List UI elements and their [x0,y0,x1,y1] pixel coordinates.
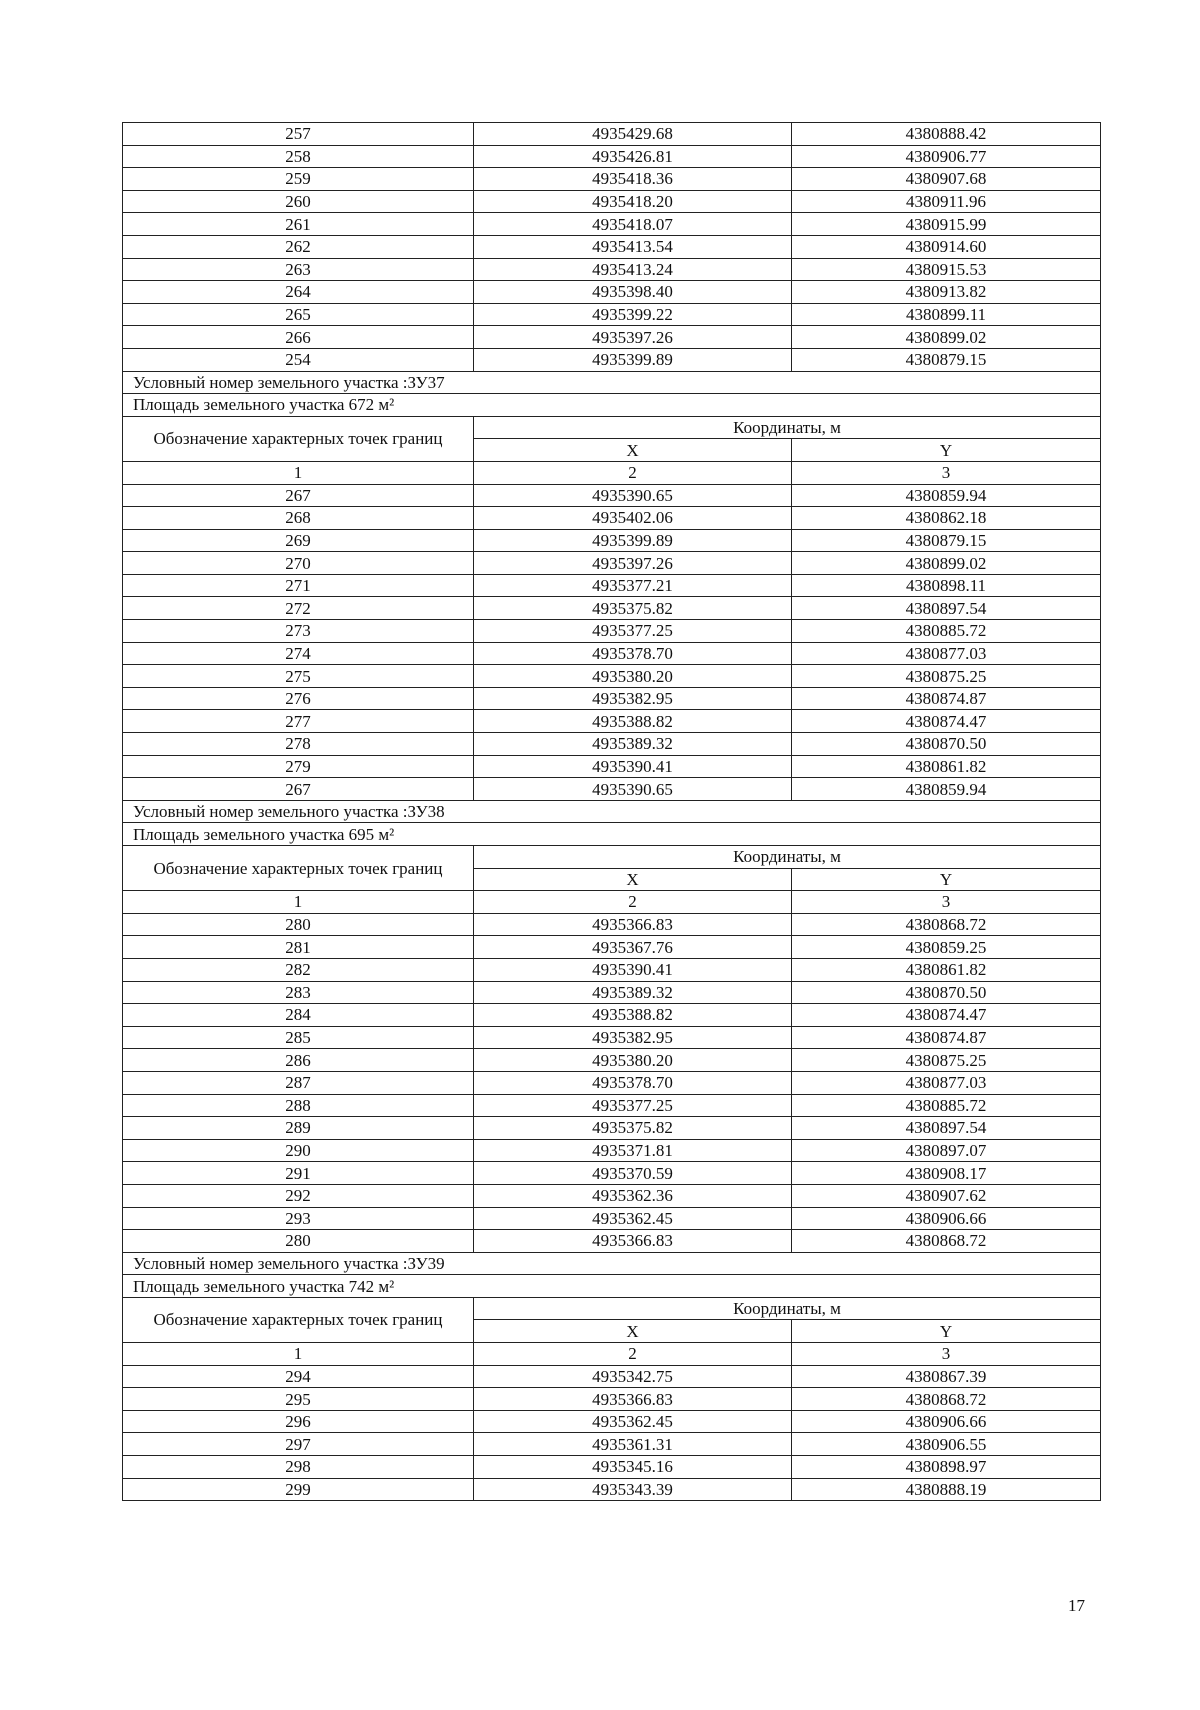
table-row [123,529,1101,552]
y-coordinate-cell: 4380874.47 [792,710,1101,733]
y-coordinate-cell: 4380868.72 [792,1230,1101,1253]
point-number-cell: 275 [123,665,474,688]
y-coordinate-cell: 4380906.55 [792,1433,1101,1456]
column-number-cell: 1 [123,461,474,484]
point-number-cell: 278 [123,733,474,756]
x-coordinate-cell: 4935389.32 [474,981,792,1004]
y-coordinate-cell: 4380897.54 [792,597,1101,620]
points-header: Обозначение характерных точек границ [123,416,474,461]
x-coordinate-cell: 4935343.39 [474,1478,792,1501]
point-number-cell: 280 [123,1230,474,1253]
coordinates-header: Координаты, м [474,416,1101,439]
point-number-cell: 259 [123,168,474,191]
x-coordinate-cell: 4935380.20 [474,665,792,688]
table-row [123,1117,1101,1140]
x-coordinate-cell: 4935361.31 [474,1433,792,1456]
table-row [123,665,1101,688]
x-coordinate-cell: 4935378.70 [474,1071,792,1094]
y-coordinate-cell: 4380874.87 [792,687,1101,710]
y-coordinate-cell: 4380870.50 [792,981,1101,1004]
table-row [123,145,1101,168]
x-coordinate-cell: 4935382.95 [474,687,792,710]
table-row [123,1478,1101,1501]
y-coordinate-cell: 4380875.25 [792,1049,1101,1072]
table-row [123,755,1101,778]
point-number-cell: 265 [123,303,474,326]
table-row [123,958,1101,981]
column-number-cell: 2 [474,461,792,484]
table-row [123,303,1101,326]
column-number-cell: 2 [474,1343,792,1366]
column-number-cell: 1 [123,1343,474,1366]
table-row [123,1433,1101,1456]
point-number-cell: 289 [123,1117,474,1140]
x-coordinate-cell: 4935429.68 [474,123,792,146]
x-coordinate-cell: 4935390.65 [474,484,792,507]
x-header: X [474,868,792,891]
point-number-cell: 297 [123,1433,474,1456]
x-coordinate-cell: 4935380.20 [474,1049,792,1072]
column-number-cell: 1 [123,891,474,914]
table-row [123,597,1101,620]
y-coordinate-cell: 4380868.72 [792,913,1101,936]
x-coordinate-cell: 4935388.82 [474,1004,792,1027]
x-coordinate-cell: 4935375.82 [474,597,792,620]
x-coordinate-cell: 4935389.32 [474,733,792,756]
table-row [123,213,1101,236]
point-number-cell: 279 [123,755,474,778]
table-header-row [123,1297,1101,1320]
y-coordinate-cell: 4380868.72 [792,1388,1101,1411]
y-coordinate-cell: 4380915.53 [792,258,1101,281]
y-coordinate-cell: 4380914.60 [792,235,1101,258]
y-coordinate-cell: 4380879.15 [792,348,1101,371]
point-number-cell: 296 [123,1410,474,1433]
point-number-cell: 272 [123,597,474,620]
parcel-number-label: Условный номер земельного участка :ЗУ37 [123,371,1101,394]
column-number-cell: 3 [792,461,1101,484]
y-coordinate-cell: 4380879.15 [792,529,1101,552]
point-number-cell: 292 [123,1184,474,1207]
x-coordinate-cell: 4935402.06 [474,507,792,530]
table-row [123,710,1101,733]
x-coordinate-cell: 4935397.26 [474,552,792,575]
y-coordinate-cell: 4380908.17 [792,1162,1101,1185]
x-coordinate-cell: 4935362.36 [474,1184,792,1207]
table-row [123,1365,1101,1388]
table-row [123,1139,1101,1162]
y-coordinate-cell: 4380861.82 [792,958,1101,981]
table-row [123,642,1101,665]
table-row [123,1230,1101,1253]
table-row [123,1410,1101,1433]
table-row [123,1004,1101,1027]
point-number-cell: 288 [123,1094,474,1117]
x-coordinate-cell: 4935399.89 [474,529,792,552]
parcel-number-row [123,1252,1101,1275]
point-number-cell: 283 [123,981,474,1004]
x-coordinate-cell: 4935377.21 [474,574,792,597]
y-coordinate-cell: 4380877.03 [792,1071,1101,1094]
point-number-cell: 263 [123,258,474,281]
table-header-row [123,416,1101,439]
y-coordinate-cell: 4380906.77 [792,145,1101,168]
table-row [123,733,1101,756]
point-number-cell: 277 [123,710,474,733]
parcel-area-label: Площадь земельного участка 695 м² [123,823,1101,846]
point-number-cell: 287 [123,1071,474,1094]
y-coordinate-cell: 4380862.18 [792,507,1101,530]
column-number-row [123,891,1101,914]
parcel-area-row [123,394,1101,417]
table-row [123,281,1101,304]
table-row [123,190,1101,213]
table-row [123,687,1101,710]
point-number-cell: 291 [123,1162,474,1185]
y-coordinate-cell: 4380861.82 [792,755,1101,778]
y-coordinate-cell: 4380899.02 [792,326,1101,349]
table-row [123,1207,1101,1230]
x-coordinate-cell: 4935382.95 [474,1026,792,1049]
table-row [123,1456,1101,1479]
table-row [123,913,1101,936]
table-row [123,1388,1101,1411]
y-header: Y [792,1320,1101,1343]
table-row [123,258,1101,281]
point-number-cell: 267 [123,484,474,507]
y-coordinate-cell: 4380907.68 [792,168,1101,191]
point-number-cell: 282 [123,958,474,981]
y-coordinate-cell: 4380885.72 [792,620,1101,643]
y-coordinate-cell: 4380859.25 [792,936,1101,959]
parcel-area-label: Площадь земельного участка 672 м² [123,394,1101,417]
x-coordinate-cell: 4935366.83 [474,1230,792,1253]
table-row [123,1026,1101,1049]
x-coordinate-cell: 4935375.82 [474,1117,792,1140]
y-header: Y [792,439,1101,462]
table-row [123,1049,1101,1072]
column-number-row [123,461,1101,484]
x-coordinate-cell: 4935378.70 [474,642,792,665]
y-coordinate-cell: 4380859.94 [792,484,1101,507]
point-number-cell: 293 [123,1207,474,1230]
x-header: X [474,1320,792,1343]
points-header: Обозначение характерных точек границ [123,846,474,891]
x-coordinate-cell: 4935390.41 [474,755,792,778]
x-coordinate-cell: 4935342.75 [474,1365,792,1388]
point-number-cell: 254 [123,348,474,371]
x-coordinate-cell: 4935390.41 [474,958,792,981]
y-coordinate-cell: 4380906.66 [792,1207,1101,1230]
point-number-cell: 274 [123,642,474,665]
parcel-number-label: Условный номер земельного участка :ЗУ39 [123,1252,1101,1275]
y-coordinate-cell: 4380913.82 [792,281,1101,304]
y-header: Y [792,868,1101,891]
x-header: X [474,439,792,462]
point-number-cell: 273 [123,620,474,643]
x-coordinate-cell: 4935366.83 [474,913,792,936]
y-coordinate-cell: 4380915.99 [792,213,1101,236]
point-number-cell: 280 [123,913,474,936]
x-coordinate-cell: 4935377.25 [474,1094,792,1117]
y-coordinate-cell: 4380897.07 [792,1139,1101,1162]
parcel-area-label: Площадь земельного участка 742 м² [123,1275,1101,1298]
x-coordinate-cell: 4935418.36 [474,168,792,191]
y-coordinate-cell: 4380898.97 [792,1456,1101,1479]
table-row [123,1184,1101,1207]
coordinates-header: Координаты, м [474,1297,1101,1320]
point-number-cell: 267 [123,778,474,801]
x-coordinate-cell: 4935377.25 [474,620,792,643]
y-coordinate-cell: 4380911.96 [792,190,1101,213]
parcel-area-row [123,823,1101,846]
y-coordinate-cell: 4380899.02 [792,552,1101,575]
point-number-cell: 284 [123,1004,474,1027]
y-coordinate-cell: 4380897.54 [792,1117,1101,1140]
y-coordinate-cell: 4380899.11 [792,303,1101,326]
coordinates-table-body [123,123,1101,1501]
table-row [123,574,1101,597]
y-coordinate-cell: 4380907.62 [792,1184,1101,1207]
parcel-area-row [123,1275,1101,1298]
y-coordinate-cell: 4380874.87 [792,1026,1101,1049]
table-row [123,326,1101,349]
x-coordinate-cell: 4935399.22 [474,303,792,326]
x-coordinate-cell: 4935418.07 [474,213,792,236]
y-coordinate-cell: 4380867.39 [792,1365,1101,1388]
x-coordinate-cell: 4935398.40 [474,281,792,304]
table-row [123,552,1101,575]
table-row [123,1162,1101,1185]
x-coordinate-cell: 4935390.65 [474,778,792,801]
table-row [123,1094,1101,1117]
y-coordinate-cell: 4380888.19 [792,1478,1101,1501]
table-row [123,1071,1101,1094]
y-coordinate-cell: 4380874.47 [792,1004,1101,1027]
x-coordinate-cell: 4935370.59 [474,1162,792,1185]
point-number-cell: 294 [123,1365,474,1388]
point-number-cell: 266 [123,326,474,349]
x-coordinate-cell: 4935362.45 [474,1410,792,1433]
x-coordinate-cell: 4935345.16 [474,1456,792,1479]
table-row [123,936,1101,959]
point-number-cell: 298 [123,1456,474,1479]
parcel-number-label: Условный номер земельного участка :ЗУ38 [123,800,1101,823]
y-coordinate-cell: 4380875.25 [792,665,1101,688]
point-number-cell: 258 [123,145,474,168]
point-number-cell: 299 [123,1478,474,1501]
point-number-cell: 264 [123,281,474,304]
x-coordinate-cell: 4935397.26 [474,326,792,349]
column-number-cell: 2 [474,891,792,914]
document-page [122,122,1100,1501]
point-number-cell: 271 [123,574,474,597]
point-number-cell: 257 [123,123,474,146]
column-number-row [123,1343,1101,1366]
x-coordinate-cell: 4935413.24 [474,258,792,281]
column-number-cell: 3 [792,1343,1101,1366]
point-number-cell: 260 [123,190,474,213]
table-row [123,507,1101,530]
y-coordinate-cell: 4380870.50 [792,733,1101,756]
x-coordinate-cell: 4935367.76 [474,936,792,959]
table-row [123,620,1101,643]
table-row [123,484,1101,507]
parcel-number-row [123,371,1101,394]
point-number-cell: 268 [123,507,474,530]
page-number: 17 [1068,1596,1085,1615]
y-coordinate-cell: 4380859.94 [792,778,1101,801]
point-number-cell: 290 [123,1139,474,1162]
x-coordinate-cell: 4935371.81 [474,1139,792,1162]
point-number-cell: 262 [123,235,474,258]
x-coordinate-cell: 4935413.54 [474,235,792,258]
y-coordinate-cell: 4380898.11 [792,574,1101,597]
table-row [123,981,1101,1004]
table-row [123,123,1101,146]
y-coordinate-cell: 4380888.42 [792,123,1101,146]
y-coordinate-cell: 4380906.66 [792,1410,1101,1433]
table-row [123,348,1101,371]
x-coordinate-cell: 4935426.81 [474,145,792,168]
table-row [123,778,1101,801]
point-number-cell: 261 [123,213,474,236]
point-number-cell: 276 [123,687,474,710]
table-row [123,235,1101,258]
point-number-cell: 281 [123,936,474,959]
points-header: Обозначение характерных точек границ [123,1297,474,1342]
x-coordinate-cell: 4935418.20 [474,190,792,213]
point-number-cell: 269 [123,529,474,552]
parcel-number-row [123,800,1101,823]
y-coordinate-cell: 4380877.03 [792,642,1101,665]
table-header-row [123,846,1101,869]
x-coordinate-cell: 4935399.89 [474,348,792,371]
point-number-cell: 285 [123,1026,474,1049]
point-number-cell: 286 [123,1049,474,1072]
column-number-cell: 3 [792,891,1101,914]
coordinates-table [122,122,1101,1501]
table-row [123,168,1101,191]
x-coordinate-cell: 4935366.83 [474,1388,792,1411]
point-number-cell: 270 [123,552,474,575]
x-coordinate-cell: 4935362.45 [474,1207,792,1230]
coordinates-header: Координаты, м [474,846,1101,869]
point-number-cell: 295 [123,1388,474,1411]
y-coordinate-cell: 4380885.72 [792,1094,1101,1117]
x-coordinate-cell: 4935388.82 [474,710,792,733]
